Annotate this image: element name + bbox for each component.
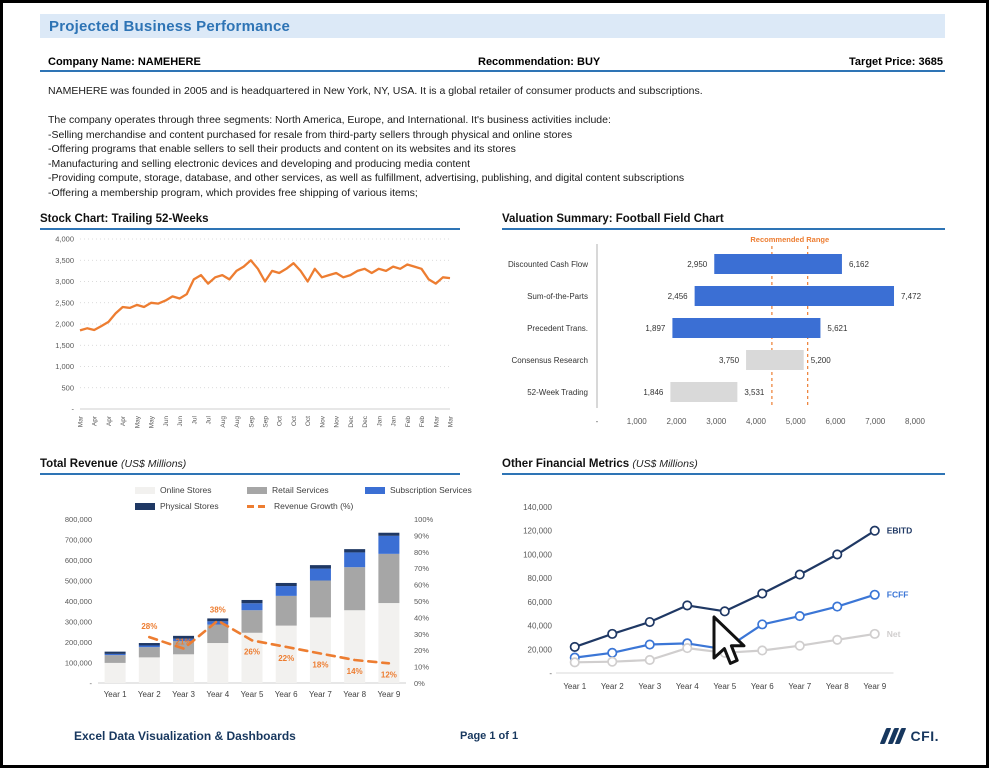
page-title: Projected Business Performance [49, 17, 291, 35]
x-tick-label: 8,000 [904, 417, 926, 426]
valuation-range-bar [714, 254, 842, 274]
revenue-legend [135, 482, 515, 514]
stacked-bar-segment [207, 618, 228, 621]
x-category-label: Year 9 [377, 690, 401, 699]
x-category-label: Year 6 [750, 682, 774, 691]
metric-data-point [758, 620, 766, 628]
legend-item [135, 501, 247, 511]
stacked-bar-segment [139, 647, 160, 657]
legend-item [135, 485, 247, 495]
bar-min-label: 1,897 [645, 324, 666, 333]
x-tick-label: Oct [305, 416, 313, 427]
x-tick-label: Mar [433, 416, 441, 428]
metric-data-point [796, 642, 804, 650]
stacked-bar-segment [310, 565, 331, 568]
x-tick-label: - [595, 417, 599, 426]
x-tick-label: 3,000 [706, 417, 727, 426]
x-tick-label: 6,000 [825, 417, 846, 426]
bar-max-label: 7,472 [901, 292, 922, 301]
metric-data-point [758, 589, 766, 597]
x-tick-label: Dec [347, 416, 355, 428]
x-tick-label: Oct [290, 416, 298, 427]
valuation-range-bar [746, 350, 804, 370]
category-label: Consensus Research [511, 356, 588, 365]
description-line: -Providing compute, storage, database, and other services, as well as fulfillment, advertising, publishing, and digital content subscriptions [48, 172, 685, 184]
stacked-bar-segment [105, 655, 126, 663]
x-tick-label: Jul [205, 416, 213, 425]
metric-data-point [871, 591, 879, 599]
valuation-range-bar [672, 318, 820, 338]
metric-data-point [683, 644, 691, 652]
recommendation: Recommendation: BUY [478, 56, 601, 68]
x-tick-label: Mar [77, 416, 85, 428]
report-title-band [40, 14, 945, 38]
growth-percent-label: 14% [346, 667, 363, 677]
stacked-bar-segment [105, 652, 126, 654]
y-tick-label-right: 0% [414, 679, 425, 688]
stacked-bar-segment [207, 643, 228, 683]
x-tick-label: Aug [219, 416, 227, 428]
y-tick-label-right: 50% [414, 597, 430, 606]
y-tick-label: 4,000 [55, 234, 74, 244]
series-end-label: Net [886, 628, 901, 639]
metric-data-point [683, 601, 691, 609]
legend-label: Physical Stores [160, 501, 219, 511]
cfi-logo-icon [883, 728, 906, 744]
x-tick-label: Apr [120, 416, 128, 427]
description-line: -Selling merchandise and content purchased for resale from third-party sellers through physical and online stores [48, 128, 573, 141]
legend-swatch-icon [247, 487, 267, 494]
stacked-bar-segment [105, 663, 126, 683]
y-tick-label: - [549, 669, 552, 678]
bar-min-label: 3,750 [719, 356, 740, 365]
company-info-row [40, 52, 945, 72]
x-tick-label: Nov [333, 416, 341, 428]
revenue-chart-title [40, 458, 460, 475]
x-tick-label: May [134, 416, 142, 429]
stock-price-line [80, 260, 450, 330]
metric-data-point [833, 550, 841, 558]
footer-course-title: Excel Data Visualization & Dashboards [74, 729, 296, 743]
growth-percent-label: 28% [141, 622, 158, 632]
bar-max-label: 5,621 [827, 324, 848, 333]
description-line: -Manufacturing and selling electronic devices and developing and producing media content [48, 157, 471, 170]
x-tick-label: Aug [234, 416, 242, 428]
legend-dash-icon [247, 505, 269, 508]
y-tick-label: 40,000 [527, 621, 552, 631]
x-tick-label: Sep [262, 416, 270, 428]
y-tick-label: 100,000 [523, 550, 552, 560]
metric-data-point [608, 658, 616, 666]
metric-data-point [571, 643, 579, 651]
y-tick-label: 60,000 [527, 597, 552, 607]
legend-label: Retail Services [272, 485, 329, 495]
y-tick-label-left: 700,000 [64, 535, 92, 545]
x-category-label: Year 1 [103, 690, 127, 699]
metric-data-point [646, 618, 654, 626]
stacked-bar-segment [242, 600, 263, 603]
metric-data-point [796, 612, 804, 620]
target-price: Target Price: 3685 [849, 56, 943, 68]
y-tick-label-right: 40% [414, 613, 430, 623]
y-tick-label-left: 800,000 [64, 515, 92, 524]
valuation-range-bar [670, 382, 737, 402]
x-tick-label: Apr [91, 416, 99, 427]
category-label: Sum-of-the-Parts [527, 292, 588, 301]
legend-swatch-icon [365, 487, 385, 494]
x-tick-label: Sep [248, 416, 256, 428]
stacked-bar-segment [310, 569, 331, 581]
stacked-bar-segment [310, 617, 331, 683]
cfi-logo-text: CFI. [910, 728, 939, 744]
stacked-bar-segment [139, 645, 160, 647]
y-tick-label: 80,000 [527, 574, 552, 584]
x-tick-label: 2,000 [666, 417, 687, 426]
stacked-bar-segment [276, 583, 297, 586]
football-field-panel [502, 213, 945, 439]
y-tick-label-right: 20% [414, 646, 430, 656]
x-category-label: Year 3 [638, 682, 662, 691]
y-tick-label-right: 80% [414, 547, 430, 557]
stacked-bar-segment [378, 533, 399, 536]
y-tick-label-right: 10% [414, 662, 430, 672]
stacked-bar-segment [344, 567, 365, 610]
x-tick-label: Jun [162, 416, 170, 427]
x-category-label: Year 4 [206, 690, 230, 699]
legend-swatch-icon [135, 487, 155, 494]
x-tick-label: 7,000 [865, 417, 886, 426]
y-tick-label-left: 200,000 [64, 638, 92, 647]
football-chart-svg [502, 232, 945, 434]
category-label: Discounted Cash Flow [507, 260, 588, 269]
x-category-label: Year 8 [343, 690, 367, 699]
x-category-label: Year 8 [825, 682, 849, 691]
y-tick-label-right: 70% [414, 564, 430, 574]
company-description [48, 84, 928, 200]
y-tick-label: 120,000 [523, 526, 552, 536]
x-tick-label: May [148, 416, 156, 429]
x-category-label: Year 9 [863, 682, 887, 691]
description-line: NAMEHERE was founded in 2005 and is headquartered in New York, NY, USA. It is a global retailer of consumer products and subscriptions. [48, 85, 703, 97]
category-label: Precedent Trans. [527, 324, 588, 333]
x-tick-label: Dec [362, 416, 370, 428]
metric-data-point [571, 658, 579, 666]
stacked-bar-segment [276, 586, 297, 596]
y-tick-label-right: 60% [414, 580, 430, 590]
y-tick-label-left: 600,000 [64, 556, 92, 565]
y-tick-label: 1,500 [55, 340, 74, 350]
y-tick-label-right: 90% [414, 531, 430, 541]
legend-item [247, 485, 365, 495]
y-tick-label-left: 300,000 [64, 617, 92, 627]
footer-logo [660, 728, 945, 744]
y-tick-label: 20,000 [527, 645, 552, 655]
metric-data-point [871, 527, 879, 535]
y-tick-label: - [71, 404, 74, 414]
footer-page-number: Page 1 of 1 [460, 730, 519, 742]
metric-data-point [758, 646, 766, 654]
x-category-label: Year 5 [240, 690, 264, 699]
y-tick-label: 3,500 [55, 255, 74, 265]
x-tick-label: Feb [419, 416, 427, 428]
stacked-bar-segment [344, 549, 365, 552]
legend-label: Revenue Growth (%) [274, 501, 354, 511]
x-tick-label: 1,000 [626, 417, 647, 426]
growth-percent-label: 21% [175, 637, 192, 647]
y-tick-label: 140,000 [523, 503, 552, 512]
x-tick-label: Mar [447, 416, 455, 428]
stacked-bar-segment [378, 536, 399, 554]
x-category-label: Year 1 [563, 682, 587, 691]
legend-item [247, 501, 397, 511]
x-category-label: Year 2 [600, 682, 624, 691]
x-tick-label: Jun [177, 416, 185, 427]
y-tick-label: 2,000 [55, 319, 74, 329]
x-category-label: Year 7 [788, 682, 812, 691]
recommended-range-label: Recommended Range [750, 235, 830, 244]
description-line: -Offering programs that enable sellers to sell their products and content on its websites and its stores [48, 143, 516, 155]
y-tick-label: 2,500 [55, 298, 74, 308]
bar-max-label: 6,162 [848, 260, 869, 269]
y-tick-label: 1,000 [55, 362, 74, 371]
page-footer [40, 728, 945, 744]
y-tick-label: 500 [61, 383, 74, 393]
financial-metrics-panel [502, 458, 945, 719]
total-revenue-panel [40, 458, 472, 716]
stacked-bar-segment [344, 552, 365, 567]
x-category-label: Year 5 [713, 682, 737, 691]
stacked-bar-segment [242, 603, 263, 610]
metrics-title-subtitle: (US$ Millions) [632, 458, 698, 470]
metric-data-point [646, 640, 654, 648]
bar-min-label: 2,456 [667, 292, 688, 301]
legend-swatch-icon [135, 503, 155, 510]
stacked-bar-segment [139, 643, 160, 645]
x-tick-label: Nov [319, 416, 327, 428]
metric-data-point [646, 656, 654, 664]
metric-data-point [871, 630, 879, 638]
y-tick-label-right: 100% [414, 515, 434, 524]
mouse-cursor-icon [710, 615, 756, 677]
description-line: The company operates through three segments: North America, Europe, and International. It's business activities include: [48, 114, 611, 126]
metrics-chart-svg [502, 477, 945, 714]
bar-max-label: 3,531 [744, 388, 765, 397]
series-end-label: FCFF [886, 589, 909, 600]
bar-min-label: 2,950 [687, 260, 708, 269]
company-name: Company Name: NAMEHERE [48, 56, 201, 68]
x-tick-label: Feb [404, 416, 412, 428]
x-tick-label: Oct [276, 416, 284, 427]
x-category-label: Year 2 [137, 690, 161, 699]
stacked-bar-segment [105, 654, 126, 655]
x-category-label: Year 6 [274, 690, 298, 699]
y-tick-label: 3,000 [55, 277, 74, 286]
y-tick-label-left: - [89, 679, 92, 688]
x-tick-label: 5,000 [785, 417, 806, 426]
series-end-label: EBITD [886, 525, 913, 536]
x-category-label: Year 7 [309, 690, 332, 699]
metric-data-point [608, 649, 616, 657]
stock-chart-title: Stock Chart: Trailing 52-Weeks [40, 213, 460, 230]
description-line [48, 99, 928, 114]
description-line: -Offering a membership program, which provides free shipping of various items; [48, 186, 418, 199]
y-tick-label-left: 400,000 [64, 597, 92, 606]
legend-label: Online Stores [160, 485, 212, 495]
metrics-chart-title [502, 458, 945, 475]
metrics-title-text: Other Financial Metrics [502, 458, 630, 470]
growth-percent-label: 12% [380, 670, 397, 680]
stacked-bar-segment [139, 657, 160, 683]
x-category-label: Year 4 [675, 682, 699, 691]
y-tick-label-left: 500,000 [64, 576, 92, 586]
revenue-title-text: Total Revenue [40, 458, 118, 470]
metric-data-point [796, 570, 804, 578]
growth-percent-label: 38% [209, 605, 226, 615]
bar-min-label: 1,846 [643, 388, 664, 397]
x-tick-label: Apr [105, 416, 113, 427]
stock-chart-panel [40, 213, 460, 449]
x-tick-label: 4,000 [745, 417, 767, 426]
stacked-bar-segment [173, 654, 194, 683]
growth-percent-label: 26% [243, 647, 261, 657]
stacked-bar-segment [310, 581, 331, 618]
x-category-label: Year 3 [172, 690, 195, 699]
metric-data-point [833, 602, 841, 610]
legend-item [365, 485, 515, 495]
metric-data-point [833, 636, 841, 644]
revenue-title-subtitle: (US$ Millions) [120, 458, 187, 470]
stacked-bar-segment [276, 596, 297, 626]
y-tick-label-right: 30% [414, 629, 430, 639]
x-tick-label: Jan [376, 416, 384, 427]
valuation-range-bar [695, 286, 894, 306]
stacked-bar-segment [378, 554, 399, 603]
x-tick-label: Jan [390, 416, 398, 427]
growth-percent-label: 22% [278, 653, 295, 663]
y-tick-label-left: 100,000 [64, 658, 92, 668]
legend-label: Subscription Services [390, 485, 472, 495]
category-label: 52-Week Trading [527, 388, 588, 397]
x-tick-label: Jul [191, 416, 199, 425]
football-chart-title: Valuation Summary: Football Field Chart [502, 213, 945, 230]
metric-data-point [608, 630, 616, 638]
growth-percent-label: 18% [312, 660, 329, 670]
bar-max-label: 5,200 [810, 356, 831, 365]
stock-chart-svg [40, 232, 460, 444]
stacked-bar-segment [242, 610, 263, 633]
